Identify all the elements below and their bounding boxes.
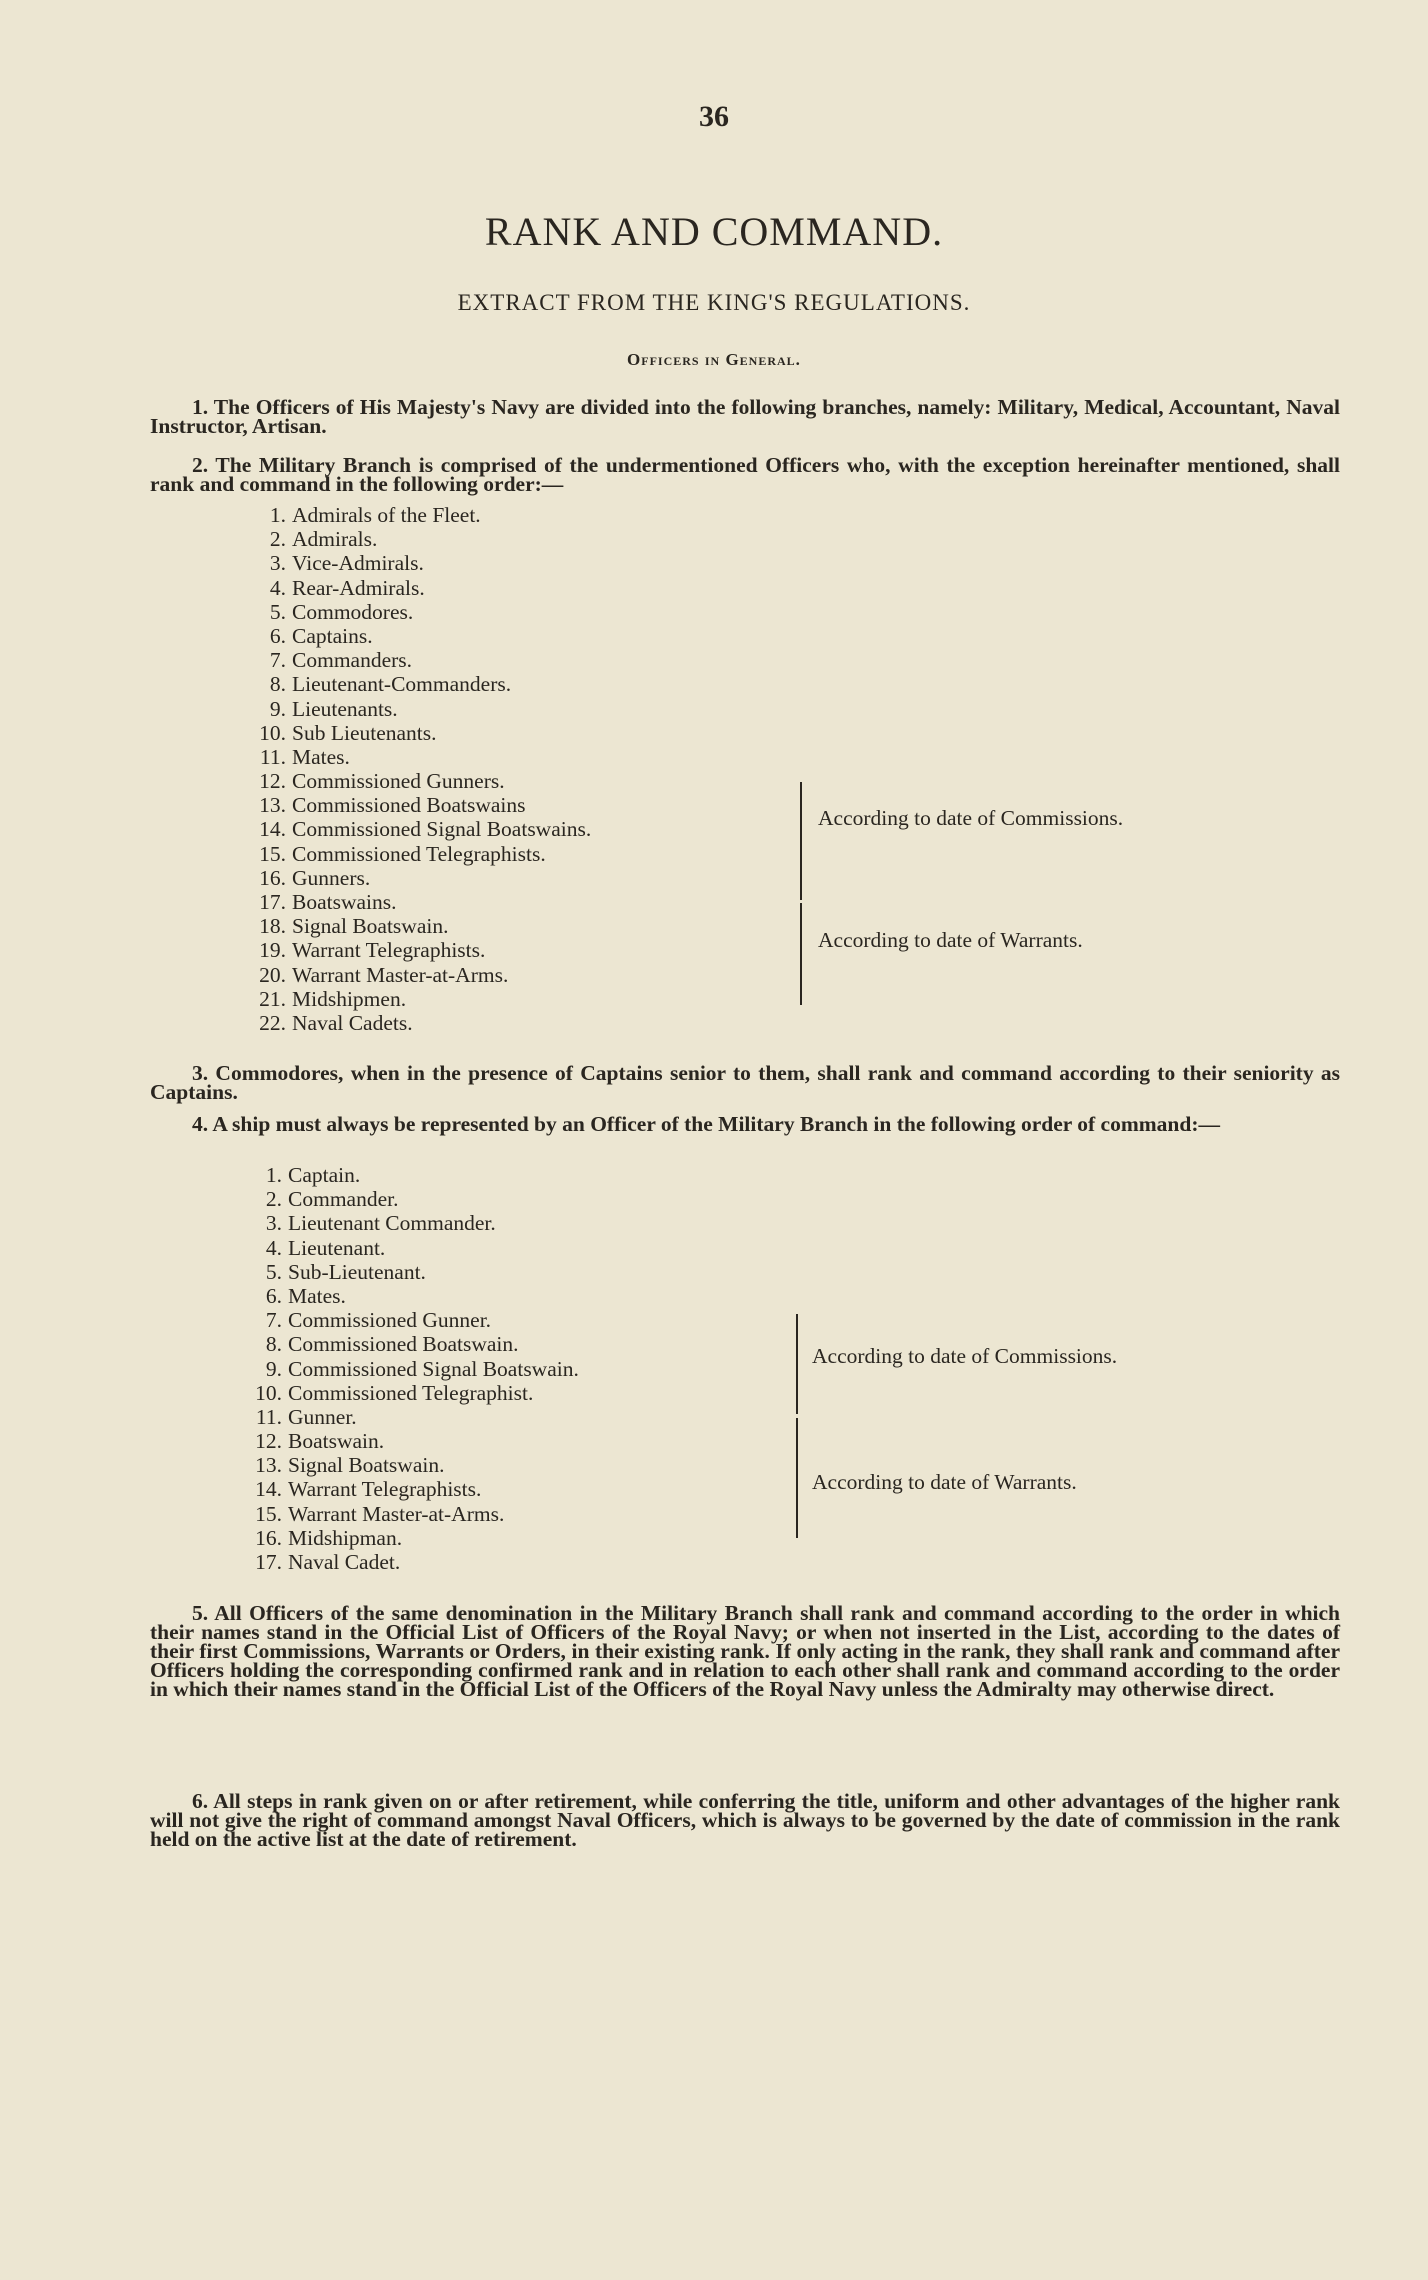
command-list [236,1163,579,1574]
list-item-number: 1. [269,503,286,527]
list-item-number: 2. [265,1187,282,1212]
rank-list [240,503,591,1035]
list-item-number: 1. [265,1163,282,1187]
list-item-text: Warrant Master-at-Arms. [292,962,509,987]
list-item-text: Admirals of the Fleet. [292,503,481,527]
page-subtitle: EXTRACT FROM THE KING'S REGULATIONS. [457,290,971,315]
paragraph-1 [150,395,1340,438]
list-item-text: Naval Cadet. [288,1550,401,1574]
list-item-number: 6. [269,623,286,648]
paragraph-4-text: 4. A ship must always be represented by an Officer of the Military Branch in the following order of command:— [192,1112,1220,1136]
list-item-text: Warrant Telegraphists. [292,938,486,963]
list-item-number: 6. [265,1283,282,1308]
paragraph-2 [150,453,1340,496]
list-item [240,938,591,962]
list-item-number: 2. [269,527,286,552]
list-item-number: 19. [259,938,286,963]
list-item-text: Mates. [288,1283,346,1308]
list-item [236,1502,579,1526]
list-item-number: 10. [259,720,286,745]
brace-warrants-1 [790,903,802,1005]
list-item-text: Warrant Master-at-Arms. [288,1501,505,1526]
list-item-text: Commissioned Signal Boatswains. [292,817,592,842]
list-item-number: 15. [255,1501,282,1526]
list-item-number: 12. [255,1429,282,1454]
list-item-number: 17. [259,890,286,914]
paragraph-4 [150,1112,1340,1136]
list-item-number: 20. [259,962,286,987]
list-item-number: 7. [265,1308,282,1333]
paragraph-3-text: 3. Commodores, when in the presence of Captains senior to them, shall rank and command according to their seniority as Captains. [150,1061,1340,1104]
list-item-number: 14. [259,817,286,842]
list-item-text: Commander. [288,1187,399,1212]
list-item [240,697,591,721]
list-item-text: Admirals. [292,527,378,552]
list-item-text: Midshipmen. [292,986,407,1011]
list-item [240,914,591,938]
list-item-number: 9. [265,1356,282,1381]
list-item-number: 12. [259,769,286,794]
list-item-number: 4. [269,575,286,600]
section-heading: Officers in General. [627,350,801,369]
list-item-text: Captains. [292,623,373,648]
list-item-text: Commissioned Boatswain. [288,1332,519,1357]
list-item-text: Gunners. [292,865,371,890]
list-item-text: Boatswains. [292,890,397,914]
list-item-text: Warrant Telegraphists. [288,1477,482,1502]
list-item-text: Signal Boatswain. [288,1453,445,1478]
list-item-number: 14. [255,1477,282,1502]
list-item [240,793,591,817]
list-item-number: 10. [255,1380,282,1405]
list-item-text: Lieutenants. [292,696,398,721]
list-item-number: 5. [265,1259,282,1284]
paragraph-6-text: 6. All steps in rank given on or after retirement, while conferring the title, uniform and other advantages of the higher rank will not give the right of command amongst Naval Officers, which is always to be governed by the date of commission in the rank held on the active list at the date of retirement. [150,1789,1340,1851]
list-item-text: Commissioned Signal Boatswain. [288,1356,579,1381]
list-item-number: 4. [265,1235,282,1260]
list-item [240,624,591,648]
paragraph-2-text: 2. The Military Branch is comprised of the undermentioned Officers who, with the exception hereinafter mentioned, shall rank and command in the following order:— [150,453,1340,496]
list-item [240,1011,591,1035]
list-item [240,963,591,987]
list-item-text: Commissioned Gunner. [288,1308,492,1333]
list-item-text: Lieutenant Commander. [288,1211,496,1236]
list-item-number: 8. [265,1332,282,1357]
list-item-text: Naval Cadets. [292,1010,413,1035]
list-item-number: 18. [259,914,286,939]
list-item-text: Rear-Admirals. [292,575,425,600]
list-item [236,1381,579,1405]
list-item-text: Captain. [288,1163,361,1187]
list-item [236,1236,579,1260]
list-item [236,1260,579,1284]
list-item [240,842,591,866]
list-item [240,527,591,551]
note-warrants-2: According to date of Warrants. [812,1470,1077,1494]
list-item-text: Mates. [292,744,350,769]
list-item [236,1405,579,1429]
paragraph-3 [150,1061,1340,1104]
page-title: RANK AND COMMAND. [484,209,944,254]
brace-commissions-2 [786,1314,798,1414]
list-item [240,600,591,624]
list-item [240,866,591,890]
note-commissions-2: According to date of Commissions. [812,1344,1118,1368]
list-item-text: Commanders. [292,648,413,673]
list-item [240,672,591,696]
paragraph-6 [150,1789,1340,1851]
note-warrants-1: According to date of Warrants. [818,928,1083,952]
list-item-number: 8. [269,672,286,697]
list-item-number: 13. [259,793,286,818]
list-item-number: 11. [255,1404,282,1429]
list-item [236,1453,579,1477]
list-item [236,1477,579,1501]
paragraph-5-text: 5. All Officers of the same denomination in the Military Branch shall rank and command according to the order in which their names stand in the Official List of Officers of the Royal Navy; or when not inserted in the List, according to the dates of their first Commissions, Warrants or Orders, in their existing rank. If only acting in the rank, they shall rank and command after Officers holding the corresponding confirmed rank and in relation to each other shall rank and command according to the order in which their names stand in the Official List of the Officers of the Royal Navy unless the Admiralty may otherwise direct. [150,1601,1340,1701]
list-item-number: 22. [259,1010,286,1035]
list-item [236,1332,579,1356]
list-item-text: Gunner. [288,1404,357,1429]
list-item [240,745,591,769]
list-item-text: Sub-Lieutenant. [288,1259,426,1284]
list-item-number: 11. [259,744,286,769]
list-item [236,1211,579,1235]
list-item-text: Commissioned Telegraphists. [292,841,546,866]
list-item-text: Lieutenant-Commanders. [292,672,512,697]
list-item [240,817,591,841]
list-item-text: Sub Lieutenants. [292,720,437,745]
brace-warrants-2 [786,1418,798,1538]
list-item [236,1526,579,1550]
list-item [240,648,591,672]
list-item [240,576,591,600]
list-item-text: Commissioned Telegraphist. [288,1380,534,1405]
list-item [236,1308,579,1332]
list-item-number: 3. [265,1211,282,1236]
list-item-number: 7. [269,648,286,673]
list-item [240,769,591,793]
list-item-text: Commodores. [292,599,414,624]
list-item-number: 15. [259,841,286,866]
list-item-number: 3. [269,551,286,576]
list-item-text: Signal Boatswain. [292,914,449,939]
list-item [236,1357,579,1381]
list-item-text: Lieutenant. [288,1235,386,1260]
list-item [240,721,591,745]
list-item [240,987,591,1011]
list-item [236,1284,579,1308]
list-item-number: 21. [259,986,286,1011]
paragraph-1-text: 1. The Officers of His Majesty's Navy are divided into the following branches, namely: Military, Medical, Accountant, Naval Instructor, Artisan. [150,395,1340,438]
list-item-number: 13. [255,1453,282,1478]
list-item [236,1429,579,1453]
list-item-number: 16. [259,865,286,890]
list-item [236,1550,579,1574]
list-item-number: 16. [255,1525,282,1550]
list-item-text: Boatswain. [288,1429,385,1454]
list-item-number: 9. [269,696,286,721]
list-item [236,1187,579,1211]
list-item-text: Midshipman. [288,1525,403,1550]
note-commissions-1: According to date of Commissions. [818,806,1124,830]
page-number: 36 [699,100,729,133]
list-item-number: 17. [255,1550,282,1574]
list-item-text: Commissioned Gunners. [292,769,505,794]
list-item [240,503,591,527]
list-item [240,551,591,575]
brace-commissions-1 [790,782,802,900]
list-item-text: Commissioned Boatswains [292,793,526,818]
list-item-text: Vice-Admirals. [292,551,424,576]
list-item-number: 5. [269,599,286,624]
list-item [236,1163,579,1187]
paragraph-5 [150,1601,1340,1701]
list-item [240,890,591,914]
